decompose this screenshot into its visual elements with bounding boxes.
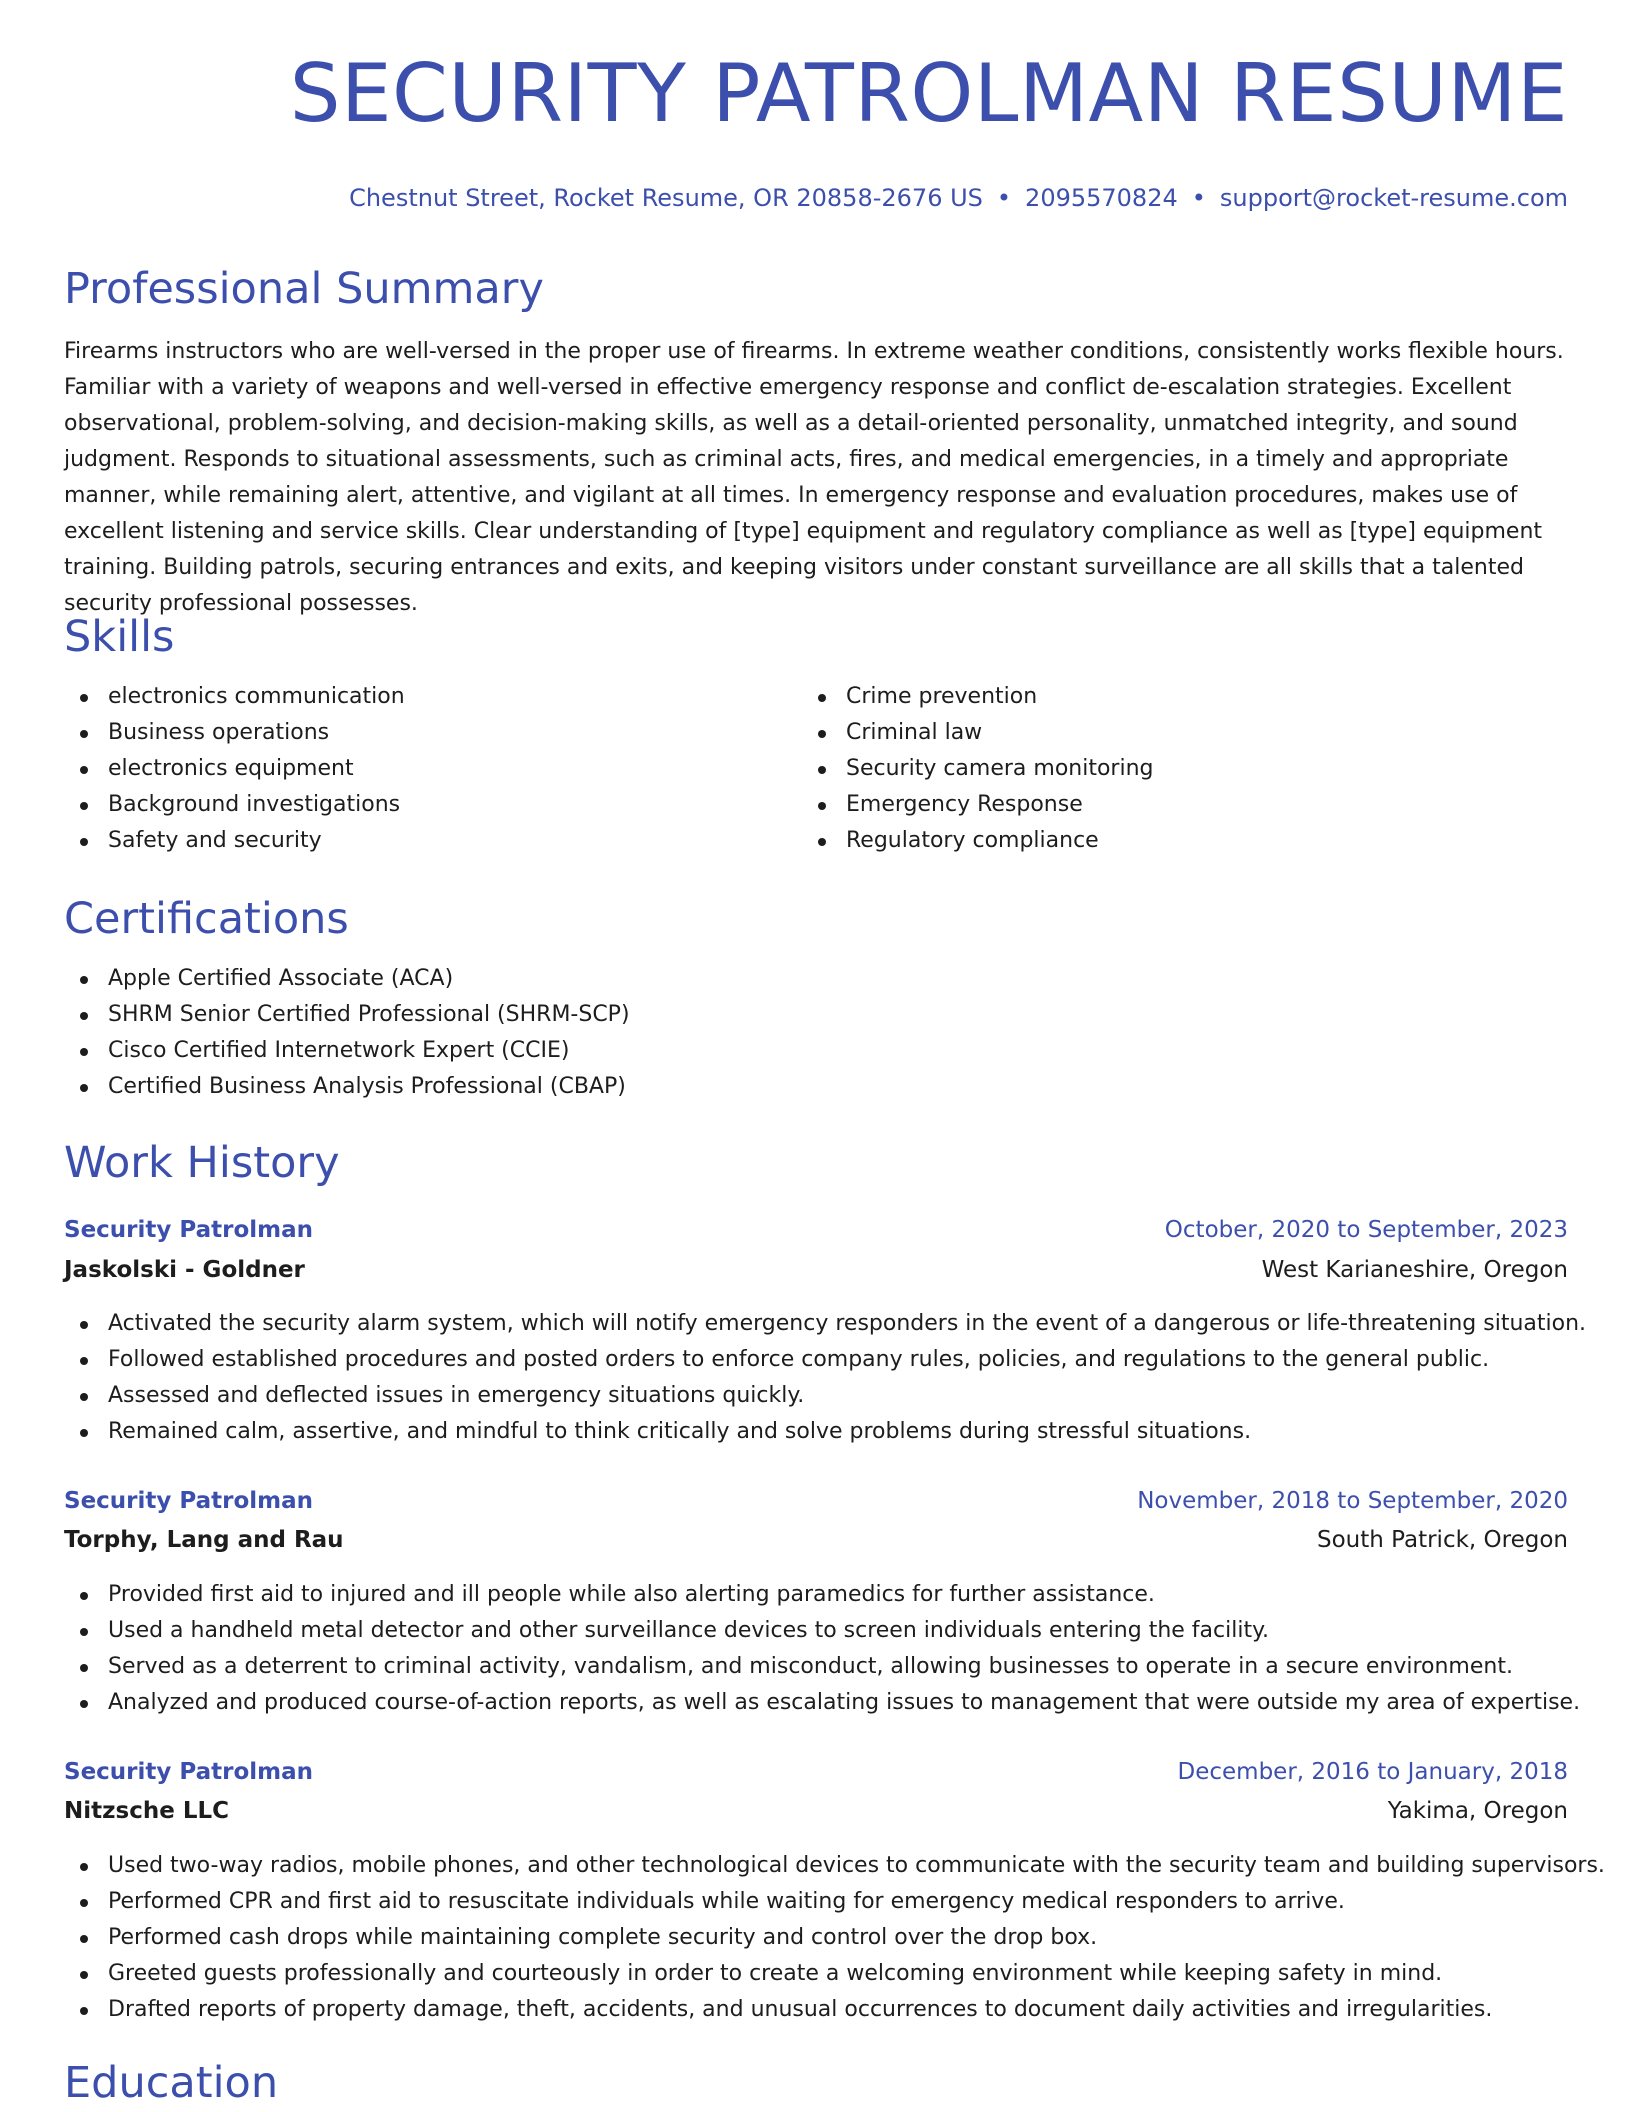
job-dates: December, 2016 to January, 2018	[1177, 1759, 1568, 1785]
summary-heading: Professional Summary	[64, 264, 544, 314]
job-dates: November, 2018 to September, 2020	[1137, 1488, 1568, 1514]
certifications-heading: Certifications	[64, 894, 349, 944]
job-bullet: Used two-way radios, mobile phones, and other technological devices to communicate with the security team and building supervisors.	[64, 1848, 1605, 1884]
skills-heading: Skills	[64, 612, 175, 662]
job-title: Security Patrolman	[64, 1217, 314, 1243]
certification-item: SHRM Senior Certified Professional (SHRM-SCP)	[64, 997, 630, 1033]
skill-item: Background investigations	[64, 787, 405, 823]
skill-item: Security camera monitoring	[802, 751, 1154, 787]
education-heading: Education	[64, 2058, 279, 2108]
contact-separator: •	[996, 184, 1012, 212]
skills-list-left	[64, 679, 405, 859]
job-bullet: Performed cash drops while maintaining complete security and control over the drop box.	[64, 1920, 1605, 1956]
job-location: West Karianeshire, Oregon	[1261, 1257, 1568, 1283]
job-bullet: Greeted guests professionally and courteously in order to create a welcoming environment while keeping safety in mind.	[64, 1956, 1605, 1992]
job-location: Yakima, Oregon	[1387, 1798, 1568, 1824]
job-company: Jaskolski - Goldner	[64, 1257, 305, 1283]
job-title: Security Patrolman	[64, 1488, 314, 1514]
contact-separator: •	[1191, 184, 1206, 212]
job-bullets	[64, 1306, 1586, 1450]
contact-line	[349, 182, 1568, 214]
job-bullet: Assessed and deflected issues in emergency situations quickly.	[64, 1378, 1586, 1414]
job-dates: October, 2020 to September, 2023	[1164, 1217, 1568, 1243]
job-bullet: Served as a deterrent to criminal activity, vandalism, and misconduct, allowing businesses to operate in a secure environment.	[64, 1649, 1580, 1685]
job-bullet: Analyzed and produced course-of-action reports, as well as escalating issues to management that were outside my area of expertise.	[64, 1685, 1580, 1721]
job-bullet: Activated the security alarm system, which will notify emergency responders in the event of a dangerous or life-threatening situation.	[64, 1306, 1586, 1342]
skill-item: electronics equipment	[64, 751, 405, 787]
job-bullets	[64, 1848, 1605, 2028]
job-title: Security Patrolman	[64, 1759, 314, 1785]
certifications-list	[64, 961, 630, 1105]
certification-item: Certified Business Analysis Professional (CBAP)	[64, 1069, 630, 1105]
certification-item: Cisco Certified Internetwork Expert (CCIE)	[64, 1033, 630, 1069]
contact-address: Chestnut Street, Rocket Resume, OR 20858-2676 US	[349, 184, 983, 212]
job-bullet: Followed established procedures and posted orders to enforce company rules, policies, and regulations to the general public.	[64, 1342, 1586, 1378]
skill-item: Emergency Response	[802, 787, 1154, 823]
job-bullet: Drafted reports of property damage, theft, accidents, and unusual occurrences to document daily activities and irregularities.	[64, 1992, 1605, 2028]
skills-list-right	[802, 679, 1154, 859]
skill-item: electronics communication	[64, 679, 405, 715]
contact-phone: 2095570824	[1025, 184, 1178, 212]
job-company: Nitzsche LLC	[64, 1798, 230, 1824]
summary-text: Firearms instructors who are well-versed in the proper use of firearms. In extreme weather conditions, consistently works flexible hours. Familiar with a variety of weapons and well-versed in effective emergency response and conflict de-escalation strategies. Excellent observational, problem-solving, and decision-making skills, as well as a detail-oriented personality, unmatched integrity, and sound judgment. Responds to situational assessments, such as criminal acts, fires, and medical emergencies, in a timely and appropriate manner, while remaining alert, attentive, and vigilant at all times. In emergency response and evaluation procedures, makes use of excellent listening and service skills. Clear understanding of [type] equipment and regulatory compliance as well as [type] equipment training. Building patrols, securing entrances and exits, and keeping visitors under constant surveillance are all skills that a talented security professional possesses.	[64, 339, 1564, 616]
contact-email: support@rocket-resume.com	[1219, 184, 1568, 212]
skill-item: Crime prevention	[802, 679, 1154, 715]
job-location: South Patrick, Oregon	[1317, 1527, 1568, 1553]
skill-item: Criminal law	[802, 715, 1154, 751]
job-bullet: Performed CPR and first aid to resuscitate individuals while waiting for emergency medical responders to arrive.	[64, 1884, 1605, 1920]
job-bullet: Provided first aid to injured and ill people while also alerting paramedics for further assistance.	[64, 1577, 1580, 1613]
certification-item: Apple Certified Associate (ACA)	[64, 961, 630, 997]
job-bullets	[64, 1577, 1580, 1721]
skill-item: Safety and security	[64, 823, 405, 859]
skill-item: Regulatory compliance	[802, 823, 1154, 859]
job-bullet: Used a handheld metal detector and other surveillance devices to screen individuals entering the facility.	[64, 1613, 1580, 1649]
job-bullet: Remained calm, assertive, and mindful to think critically and solve problems during stressful situations.	[64, 1414, 1586, 1450]
job-company: Torphy, Lang and Rau	[64, 1527, 344, 1553]
skill-item: Business operations	[64, 715, 405, 751]
resume-title: SECURITY PATROLMAN RESUME	[289, 47, 1568, 140]
work-history-heading: Work History	[64, 1138, 340, 1188]
